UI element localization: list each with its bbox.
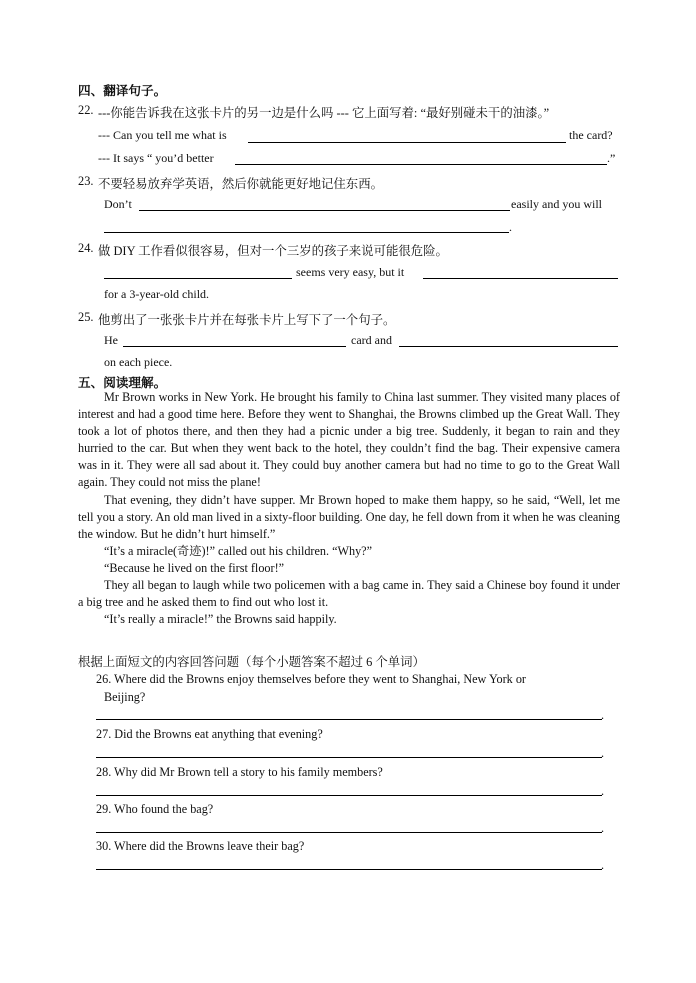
answer-period: .: [601, 708, 605, 722]
answer-blank[interactable]: [399, 345, 618, 347]
answer-suffix: the card?: [569, 128, 613, 142]
answer-line[interactable]: [96, 869, 602, 870]
answer-prompt: Don’t: [104, 197, 132, 211]
answer-blank[interactable]: [248, 141, 566, 143]
answer-line[interactable]: [96, 719, 602, 720]
reading-question: 26. Where did the Browns enjoy themselves before they went to Shanghai, New York or: [96, 672, 526, 686]
answer-prompt: card and: [351, 333, 392, 347]
answer-prompt: --- Can you tell me what is: [98, 128, 227, 142]
passage-paragraph: They all began to laugh while two policemen with a bag came in. They said a Chinese boy found it under a big tree and he asked them to find out who lost it.: [78, 578, 620, 610]
reading-question: 30. Where did the Browns leave their bag?: [96, 839, 305, 853]
answer-prompt: --- It says “ you’d better: [98, 151, 214, 165]
passage-paragraph: Mr Brown works in New York. He brought his family to China last summer. They visited many places of interest and had a good time here. Before they went to Shanghai, the Browns climbed up the Great Wall. They took a lot of photos there, and then they had a picnic under a big tree. Suddenly, it began to rain and they hurried to the car. But when they went back to the hotel, they couldn’t find the bag. Their expensive camera was in it. They were all sad about it. They could buy another camera but had no time to go to the Great Wall again. They could not miss the plane!: [78, 390, 620, 490]
reading-question: 27. Did the Browns eat anything that evening?: [96, 727, 323, 741]
question-number: 23.: [78, 174, 94, 188]
answer-period: .: [601, 858, 605, 872]
answer-prompt: on each piece.: [104, 355, 173, 369]
answer-suffix: .”: [607, 151, 616, 165]
passage-paragraph: “It’s a miracle(奇迹)!” called out his children. “Why?”: [104, 543, 373, 558]
passage-paragraph: “It’s really a miracle!” the Browns said happily.: [104, 612, 337, 627]
answer-period: .: [601, 821, 605, 835]
answer-line[interactable]: [96, 757, 602, 758]
answer-prompt: for a 3-year-old child.: [104, 287, 210, 301]
answer-blank[interactable]: [235, 163, 607, 165]
answer-suffix: easily and you will: [511, 197, 602, 211]
answer-blank[interactable]: [423, 277, 618, 279]
reading-instruction: 根据上面短文的内容回答问题（每个小题答案不超过 6 个单词）: [78, 655, 425, 669]
reading-question: 29. Who found the bag?: [96, 802, 214, 816]
answer-suffix: .: [509, 220, 512, 234]
answer-blank[interactable]: [123, 345, 346, 347]
section-heading-translation: 四、翻译句子。: [78, 84, 167, 98]
passage-paragraph: That evening, they didn’t have supper. Mr Brown hoped to make them happy, so he said, “Well, let me tell you a story. An old man lived in a sixty-floor building. One day, he fell down from it when he was cleaning the window. But he didn’t hurt himself.”: [78, 492, 620, 541]
passage-paragraph: “Because he lived on the first floor!”: [104, 560, 285, 575]
question-number: 24.: [78, 241, 94, 255]
question-chinese: ---你能告诉我在这张卡片的另一边是什么吗 --- 它上面写着: “最好别碰未干的油漆。”: [98, 106, 550, 120]
reading-passage: [78, 389, 620, 628]
answer-blank[interactable]: [104, 277, 292, 279]
answer-line[interactable]: [96, 832, 602, 833]
answer-blank[interactable]: [104, 231, 509, 233]
reading-question: 28. Why did Mr Brown tell a story to his family members?: [96, 765, 383, 779]
question-chinese: 他剪出了一张张卡片并在每张卡片上写下了一个句子。: [98, 313, 396, 327]
answer-prompt: seems very easy, but it: [296, 265, 405, 279]
answer-blank[interactable]: [139, 209, 510, 211]
question-number: 25.: [78, 310, 94, 324]
question-chinese: 不要轻易放弃学英语，然后你就能更好地记住东西。: [98, 177, 383, 191]
answer-period: .: [601, 784, 605, 798]
answer-period: .: [601, 746, 605, 760]
section-heading-reading: 五、阅读理解。: [78, 376, 167, 390]
question-chinese: 做 DIY 工作看似很容易，但对一个三岁的孩子来说可能很危险。: [98, 244, 448, 258]
question-number: 22.: [78, 103, 94, 117]
answer-line[interactable]: [96, 795, 602, 796]
reading-question-cont: Beijing?: [104, 690, 146, 704]
answer-prompt: He: [104, 333, 118, 347]
